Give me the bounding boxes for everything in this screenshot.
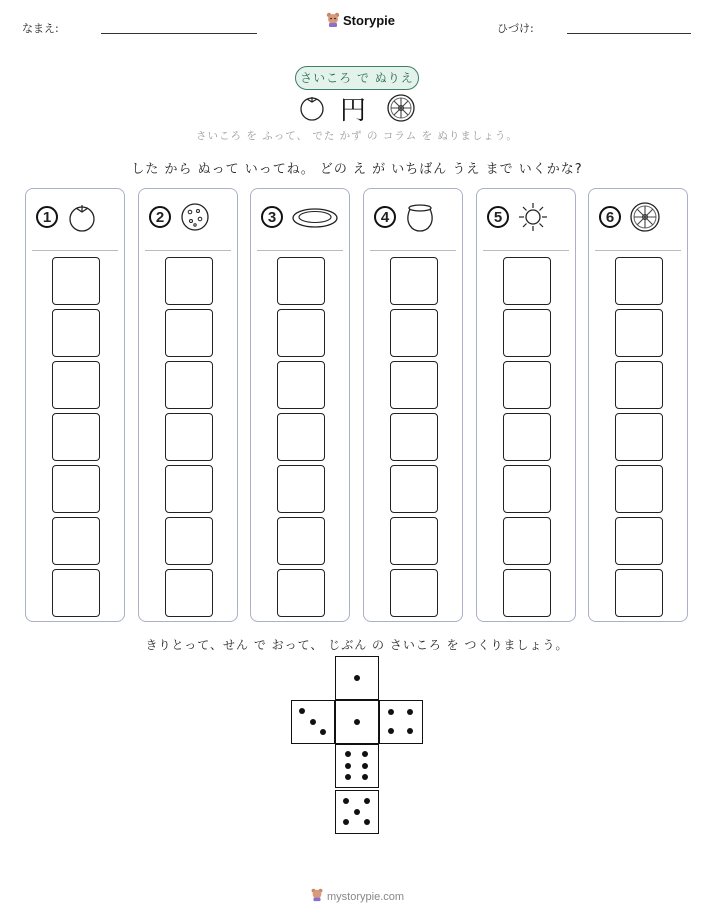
column-divider: [257, 250, 343, 251]
cut-instruction: きりとって、せん で おって、 じぶん の さいころ を つくりましょう。: [145, 638, 569, 652]
bear-icon: [310, 888, 324, 902]
coloring-box[interactable]: [277, 413, 325, 461]
dice-pip: [388, 728, 394, 734]
dice-pip: [345, 774, 351, 780]
coloring-box[interactable]: [52, 361, 100, 409]
column-number: 2: [149, 206, 171, 228]
bear-icon: [326, 12, 340, 28]
coloring-box[interactable]: [503, 413, 551, 461]
column-number: 1: [36, 206, 58, 228]
dice-face-1: [335, 656, 379, 700]
coloring-box[interactable]: [52, 569, 100, 617]
coloring-box[interactable]: [165, 517, 213, 565]
coloring-box[interactable]: [615, 569, 663, 617]
coloring-box[interactable]: [277, 569, 325, 617]
cookie-icon: [179, 201, 211, 233]
coloring-box[interactable]: [615, 309, 663, 357]
tomato-icon: [297, 93, 327, 123]
dice-pip: [407, 728, 413, 734]
column-1: [25, 188, 125, 622]
coloring-box[interactable]: [503, 569, 551, 617]
column-4: [363, 188, 463, 622]
column-number: 6: [599, 206, 621, 228]
coloring-box[interactable]: [503, 517, 551, 565]
coloring-box[interactable]: [390, 257, 438, 305]
brand-logo: [326, 12, 395, 28]
dice-pip: [362, 774, 368, 780]
title-pill: さいころ で ぬりえ: [295, 66, 419, 90]
coloring-box[interactable]: [165, 257, 213, 305]
wheel-icon: [386, 93, 416, 123]
coloring-box[interactable]: [615, 257, 663, 305]
column-header: [599, 201, 661, 233]
coloring-box[interactable]: [390, 465, 438, 513]
coloring-box[interactable]: [277, 465, 325, 513]
column-header: [374, 201, 436, 233]
coloring-box[interactable]: [390, 361, 438, 409]
dice-pip: [320, 729, 326, 735]
coloring-box[interactable]: [503, 465, 551, 513]
column-divider: [370, 250, 456, 251]
coloring-box[interactable]: [52, 517, 100, 565]
sun-icon: [517, 201, 549, 233]
column-divider: [483, 250, 569, 251]
column-divider: [595, 250, 681, 251]
coloring-box[interactable]: [615, 413, 663, 461]
instruction: した から ぬって いってね。 どの え が いちばん うえ まで いくかな?: [131, 162, 583, 177]
coloring-box[interactable]: [503, 309, 551, 357]
coloring-box[interactable]: [390, 309, 438, 357]
coloring-box[interactable]: [165, 465, 213, 513]
coloring-box[interactable]: [52, 413, 100, 461]
coloring-box[interactable]: [165, 309, 213, 357]
title-kanji: 円: [340, 96, 367, 126]
column-header: [487, 201, 549, 233]
dice-face-3: [291, 700, 335, 744]
dice-face-1: [335, 700, 379, 744]
column-header: [261, 201, 339, 233]
coloring-box[interactable]: [165, 361, 213, 409]
column-2: [138, 188, 238, 622]
coloring-box[interactable]: [390, 517, 438, 565]
dice-pip: [362, 751, 368, 757]
wheel-icon: [629, 201, 661, 233]
column-header: [149, 201, 211, 233]
coloring-box[interactable]: [52, 309, 100, 357]
coloring-box[interactable]: [277, 361, 325, 409]
column-number: 3: [261, 206, 283, 228]
dice-pip: [343, 798, 349, 804]
dice-pip: [364, 798, 370, 804]
column-header: [36, 201, 98, 233]
dice-pip: [388, 709, 394, 715]
footer-url: mystorypie.com: [327, 891, 405, 903]
dice-pip: [362, 763, 368, 769]
brand-name: Storypie: [343, 12, 396, 28]
dice-pip: [354, 719, 360, 725]
column-divider: [32, 250, 118, 251]
tomato-icon: [66, 201, 98, 233]
column-number: 5: [487, 206, 509, 228]
coloring-box[interactable]: [615, 465, 663, 513]
dice-pip: [354, 675, 360, 681]
dice-pip: [354, 809, 360, 815]
coloring-box[interactable]: [390, 413, 438, 461]
coloring-box[interactable]: [503, 361, 551, 409]
coloring-box[interactable]: [165, 569, 213, 617]
coloring-box[interactable]: [52, 257, 100, 305]
coloring-box[interactable]: [277, 517, 325, 565]
date-label: ひづけ:: [497, 22, 534, 35]
dice-pip: [345, 763, 351, 769]
coloring-box[interactable]: [277, 257, 325, 305]
subtitle: さいころ を ふって、 でた かず の コラム を ぬりましょう。: [196, 130, 518, 142]
name-label: なまえ:: [22, 22, 59, 35]
coloring-box[interactable]: [615, 517, 663, 565]
coloring-box[interactable]: [503, 257, 551, 305]
column-divider: [145, 250, 231, 251]
plate-icon: [291, 201, 339, 233]
coloring-box[interactable]: [52, 465, 100, 513]
date-line: [567, 33, 691, 34]
dice-face-5: [335, 790, 379, 834]
pot-icon: [404, 201, 436, 233]
coloring-box[interactable]: [165, 413, 213, 461]
coloring-box[interactable]: [390, 569, 438, 617]
coloring-box[interactable]: [277, 309, 325, 357]
column-5: [476, 188, 576, 622]
dice-face-4: [379, 700, 423, 744]
dice-pip: [310, 719, 316, 725]
column-number: 4: [374, 206, 396, 228]
column-6: [588, 188, 688, 622]
dice-pip: [343, 819, 349, 825]
footer: [0, 888, 714, 903]
column-3: [250, 188, 350, 622]
dice-pip: [299, 708, 305, 714]
dice-pip: [364, 819, 370, 825]
dice-pip: [407, 709, 413, 715]
name-line: [101, 33, 257, 34]
coloring-box[interactable]: [615, 361, 663, 409]
dice-pip: [345, 751, 351, 757]
dice-face-6: [335, 744, 379, 788]
